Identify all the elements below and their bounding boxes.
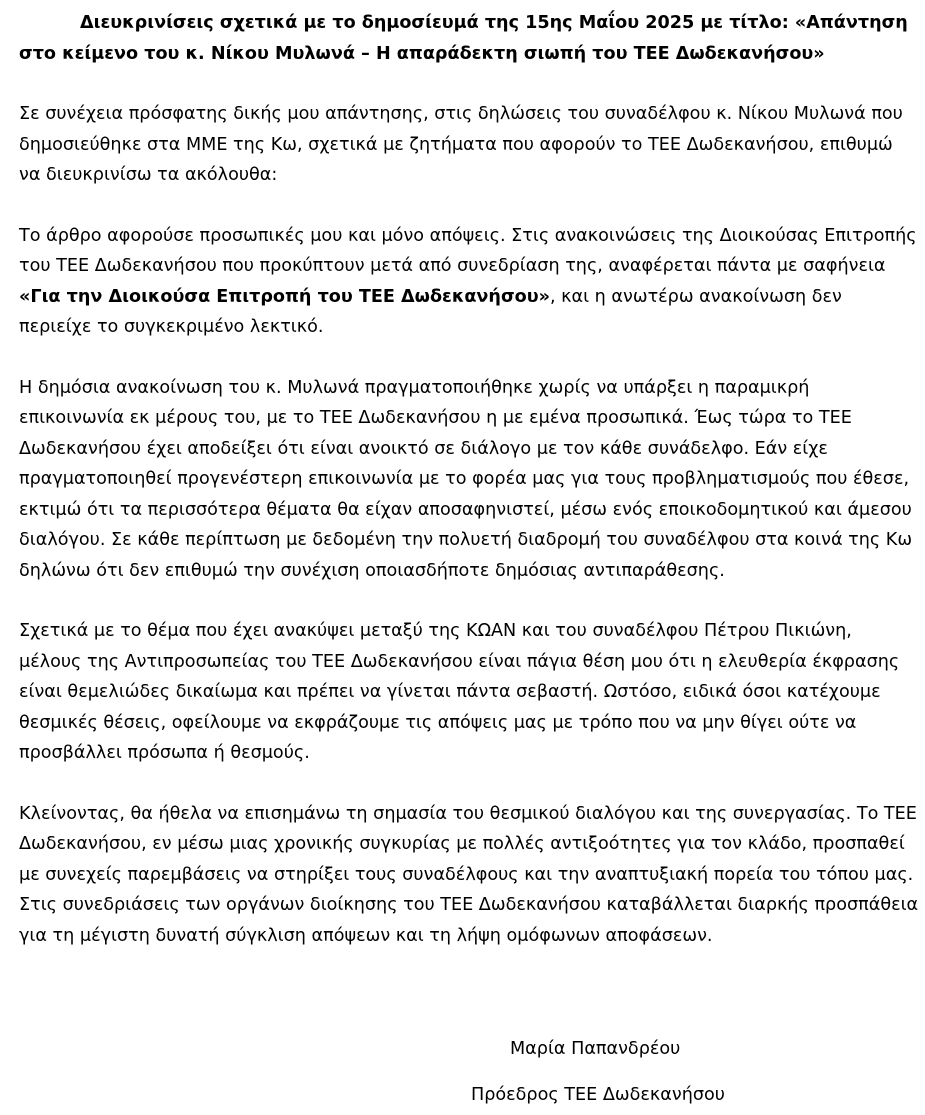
document-title-text: Διευκρινίσεις σχετικά με το δημοσίευμά της 15ης Μαΐου 2025 με τίτλο: «Απάντηση στο κείμενο του κ. Νίκου Μυλωνά – Η απαράδεκτη σιωπή του ΤΕΕ Δωδεκανήσου» <box>19 13 908 64</box>
paragraph-2-end: , και η ανωτέρω ανακοίνωση δεν περιείχε το συγκεκριμένο λεκτικό. <box>19 286 842 337</box>
signature-role: Πρόεδρος ΤΕΕ Δωδεκανήσου <box>471 1085 725 1105</box>
document-body <box>19 8 919 951</box>
paragraph-closing: Κλείνοντας, θα ήθελα να επισημάνω τη σημασία του θεσμικού διαλόγου και της συνεργασίας. Το ΤΕΕ Δωδεκανήσου, εν μέσω μιας χρονικής συγκυρίας με πολλές αντιξοότητες για τον κλάδο, προσπαθεί με συνεχείς παρεμβάσεις να στηρίξει τους συναδέλφους και την αναπτυξιακή πορεία του τόπου μας. Στις συνεδριάσεις των οργάνων διοίκησης του ΤΕΕ Δωδεκανήσου καταβάλλεται διαρκής προσπάθεια για τη μέγιστη δυνατή σύγκλιση απόψεων και τη λήψη ομόφωνων αποφάσεων. <box>19 803 919 946</box>
document-title <box>19 8 919 69</box>
paragraph-2-start: Το άρθρο αφορούσε προσωπικές μου και μόνο απόψεις. Στις ανακοινώσεις της Διοικούσας Επιτροπής του ΤΕΕ Δωδεκανήσου που προκύπτουν μετά από συνεδρίαση της, αναφέρεται πάντα με σαφήνεια <box>19 225 917 276</box>
committee-signature-phrase: «Για την Διοικούσα Επιτροπή του ΤΕΕ Δωδεκανήσου» <box>19 286 550 307</box>
paragraph-public-announcement: Η δημόσια ανακοίνωση του κ. Μυλωνά πραγματοποιήθηκε χωρίς να υπάρξει η παραμικρή επικοινωνία εκ μέρους του, με το ΤΕΕ Δωδεκανήσου η με εμένα προσωπικά. Έως τώρα το ΤΕΕ Δωδεκανήσου έχει αποδείξει ότι είναι ανοικτό σε διάλογο με τον κάθε συνάδελφο. Εάν είχε πραγματοποιηθεί προγενέστερη επικοινωνία με το φορέα μας για τους προβληματισμούς που έθεσε, εκτιμώ ότι τα περισσότερα θέματα θα είχαν αποσαφηνιστεί, μέσω ενός εποικοδομητικού και άμεσου διαλόγου. Σε κάθε περίπτωση με δεδομένη την πολυετή διαδρομή του συναδέλφου στα κοινά της Κω δηλώνω ότι δεν επιθυμώ την συνέχιση οποιασδήποτε δημόσιας αντιπαράθεσης. <box>19 377 913 581</box>
paragraph-intro: Σε συνέχεια πρόσφατης δικής μου απάντησης, στις δηλώσεις του συναδέλφου κ. Νίκου Μυλωνά που δημοσιεύθηκε στα ΜΜΕ της Κω, σχετικά με ζητήματα που αφορούν το ΤΕΕ Δωδεκανήσου, επιθυμώ να διευκρινίσω τα ακόλουθα: <box>19 104 903 185</box>
paragraph-freedom-of-expression: Σχετικά με το θέμα που έχει ανακύψει μεταξύ της ΚΩΑΝ και του συναδέλφου Πέτρου Πικιώνη, μέλους της Αντιπροσωπείας του ΤΕΕ Δωδεκανήσου είναι πάγια θέση μου ότι η ελευθερία έκφρασης είναι θεμελιώδες δικαίωμα και πρέπει να γίνεται πάντα σεβαστή. Ωστόσο, ειδικά όσοι κατέχουμε θεσμικές θέσεις, οφείλουμε να εκφράζουμε τις απόψεις μας με τρόπο που να μην θίγει ούτε να προσβάλλει πρόσωπα ή θεσμούς. <box>19 621 900 763</box>
paragraph-article-clarification <box>19 221 919 343</box>
signature-name: Μαρία Παπανδρέου <box>510 1039 681 1059</box>
